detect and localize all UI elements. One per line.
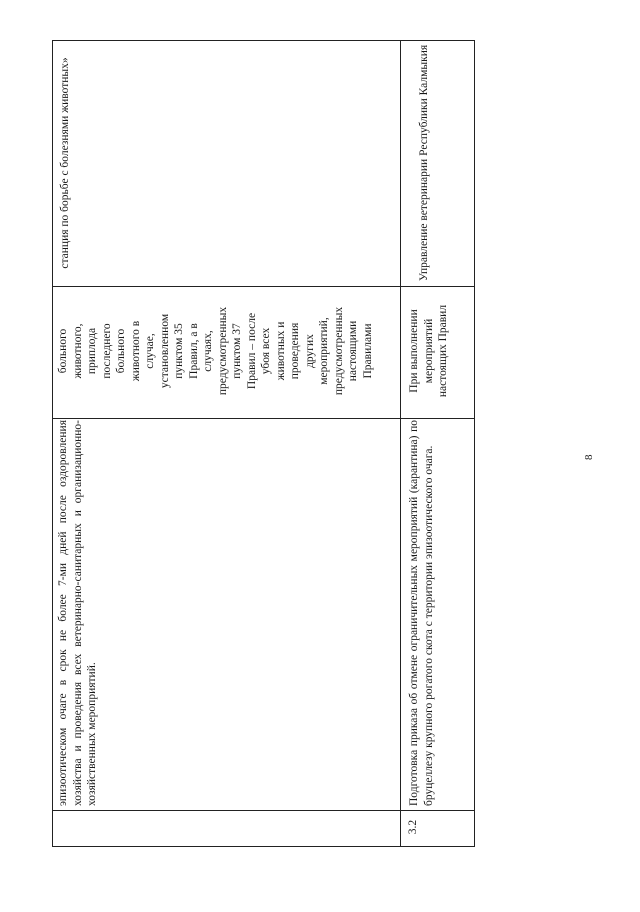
table-border-top [52, 40, 475, 41]
table-border-bottom [52, 846, 475, 847]
prev-row-measure-label: эпизоотическом очаге в срок не более 7-ми дней после оздоровления хозяйства и проведения всех ветеринарно-санитарных и организационно-хозяйственных мероприятий. [57, 420, 98, 806]
prev-row-term-line: больного [57, 328, 69, 374]
prev-row-term-line: случае, [144, 333, 156, 369]
column-divider-number [52, 810, 475, 811]
prev-row-term-line: предусмотренных [216, 306, 229, 396]
row-3-2-measure-label: Подготовка приказа об отмене ограничительных мероприятий (карантина) по бруцеллезу крупного рогатого скота с территории эпизоотического очага. [408, 420, 435, 806]
column-divider-term [52, 418, 475, 419]
prev-row-term-line: мероприятий, [318, 317, 330, 385]
row-3-2-responsible-text [417, 44, 473, 282]
row-3-2-measure-text [407, 420, 473, 806]
prev-row-term-line: Правилами [361, 323, 374, 379]
prev-row-term-line: больного [115, 328, 127, 374]
row-3-2-term-line: настоящих Правил [437, 304, 449, 398]
row-number: 3.2 [407, 819, 419, 835]
page-number: 8 [583, 454, 595, 460]
prev-row-term-line: последнего [100, 323, 113, 379]
row-number-cell [406, 812, 472, 842]
table-border-left [52, 40, 53, 847]
prev-row-term-line: убоя всех [260, 327, 272, 375]
row-3-2-term-line: мероприятий [422, 318, 435, 384]
row-divider [400, 40, 401, 847]
table-border-right [474, 40, 475, 847]
prev-row-term-line: других [303, 334, 316, 368]
prev-row-measure-text [56, 420, 396, 806]
prev-row-term-line: Правил, а в [187, 323, 200, 379]
prev-row-term-line: пунктом 35 [173, 323, 185, 379]
prev-row-term-line: Правил – после [245, 312, 258, 390]
row-3-2-term-cell [407, 288, 473, 414]
prev-row-term-line: проведения [289, 322, 301, 380]
prev-row-responsible-label: станция по борьбе с болезнями животных» [59, 57, 71, 269]
prev-row-term-line: животного в [129, 320, 142, 382]
prev-row-term-line: пунктом 37 [231, 323, 243, 379]
prev-row-term-line: предусмотренных [332, 306, 345, 396]
row-3-2-responsible-label: Управление ветеринарии Республики Калмыкия [418, 44, 430, 282]
prev-row-term-line: установленном [158, 313, 171, 389]
prev-row-term-line: случаях, [202, 330, 214, 372]
prev-row-term-line: животного, [71, 323, 84, 379]
prev-row-term-line: животных и [274, 321, 287, 381]
prev-row-term-line: приплода [86, 327, 98, 375]
prev-row-term-cell [56, 288, 398, 414]
prev-row-term-line: настоящими [347, 320, 359, 382]
row-3-2-term-line: При выполнении [408, 309, 420, 393]
prev-row-responsible-text [58, 44, 398, 282]
column-divider-responsible [52, 286, 475, 287]
